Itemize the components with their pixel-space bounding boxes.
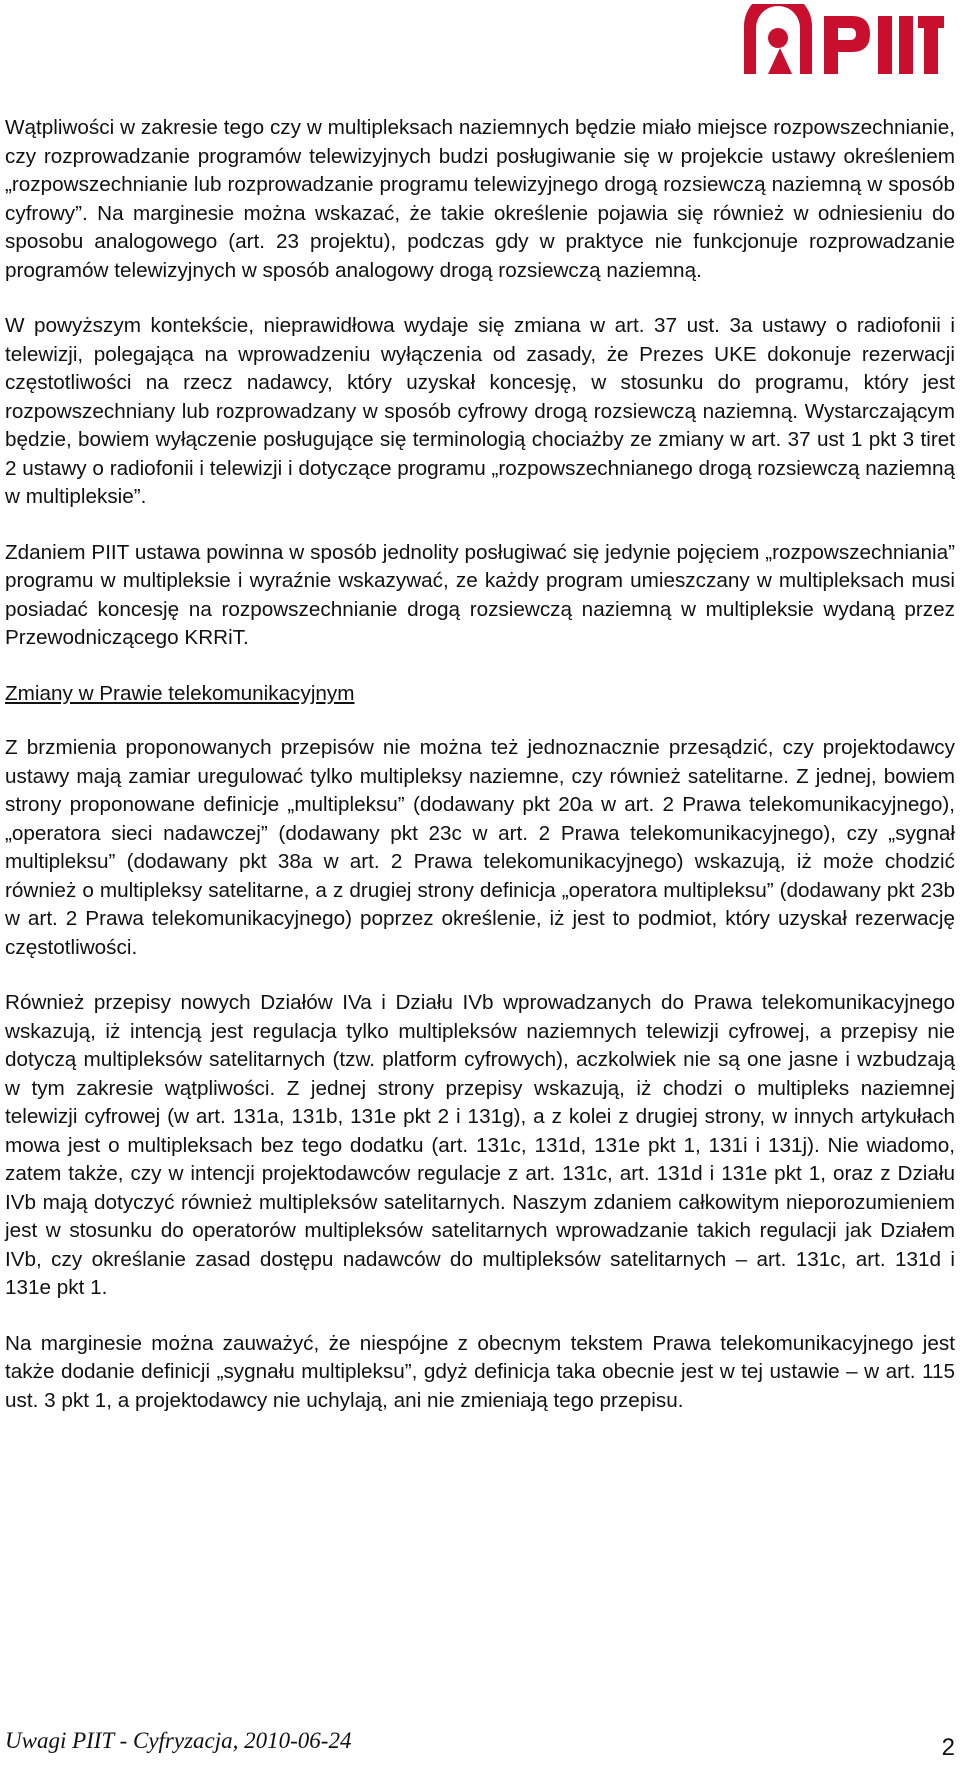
piit-logo bbox=[738, 4, 944, 80]
paragraph-6: Na marginesie można zauważyć, że niespójne z obecnym tekstem Prawa telekomunikacyjnego jest także dodanie definicji „sygnału multipleksu”, gdyż definicja taka obecnie jest w tej ustawie – w art. 115 ust. 3 pkt 1, a projektodawcy nie uchylają, ani nie zmieniają tego przepisu. bbox=[5, 1331, 955, 1412]
page-footer bbox=[5, 1728, 955, 1762]
paragraph-5: Również przepisy nowych Działów IVa i Działu IVb wprowadzanych do Prawa telekomunikacyjnego wskazują, iż intencją jest regulacja tylko multipleksów naziemnych telewizji cyfrowej, a przepisy nie dotyczą multipleksów satelitarnych (tzw. platform cyfrowych), aczkolwiek nie są one jasne i wzbudzają w tym zakresie wątpliwości. Z jednej strony przepisy wskazują, iż chodzi o multipleks naziemnej telewizji cyfrowej (w art. 131a, 131b, 131e pkt 2 i 131g), a z kolei z drugiej strony, w innych artykułach mowa jest o multipleksach bez tego dodatku (art. 131c, 131d, 131e pkt 1, 131i i 131j). Nie wiadomo, zatem także, czy w intencji projektodawców regulacje z art. 131c, art. 131d i 131e pkt 1, oraz z Działu IVb mają dotyczyć również multipleksów satelitarnych. Naszym zdaniem całkowitym nieporozumieniem jest w stosunku do operatorów multipleksów satelitarnych wprowadzanie takich regulacji jak Działem IVb, czy określanie zasad dostępu nadawców do multipleksów satelitarnych – art. 131c, art. 131d i 131e pkt 1. bbox=[5, 991, 955, 1299]
paragraph-3: Zdaniem PIIT ustawa powinna w sposób jednolity posługiwać się jedynie pojęciem „rozpowszechniania” programu w multipleksie i wyraźnie wskazywać, ze każdy program umieszczany w multipleksach musi posiadać koncesję na rozpowszechnianie drogą rozsiewczą naziemną w multipleksie wydaną przez Przewodniczącego KRRiT. bbox=[5, 540, 955, 649]
paragraph-2: W powyższym kontekście, nieprawidłowa wydaje się zmiana w art. 37 ust. 3a ustawy o radiofonii i telewizji, polegająca na wprowadzeniu wyłączenia od zasady, że Prezes UKE dokonuje rezerwacji częstotliwości na rzecz nadawcy, który uzyskał koncesję, w stosunku do programu, który jest rozpowszechniany lub rozprowadzany w sposób cyfrowy drogą rozsiewczą naziemną. Wystarczającym będzie, bowiem wyłączenie posługujące się terminologią chociażby ze zmiany w art. 37 ust 1 pkt 3 tiret 2 ustawy o radiofonii i telewizji i dotyczące programu „rozpowszechnianego drogą rozsiewczą naziemną w multipleksie”. bbox=[5, 314, 955, 508]
document-body bbox=[0, 114, 960, 1442]
page-number: 2 bbox=[941, 1734, 955, 1761]
footer-text: Uwagi PIIT - Cyfryzacja, 2010-06-24 bbox=[5, 1728, 352, 1753]
paragraph-1: Wątpliwości w zakresie tego czy w multipleksach naziemnych będzie miało miejsce rozpowszechnianie, czy rozprowadzanie programów telewizyjnych budzi posługiwanie się w projekcie ustawy określeniem „rozpowszechnianie lub rozprowadzanie programu telewizyjnego drogą rozsiewczą naziemną w sposób cyfrowy”. Na marginesie można wskazać, że takie określenie pojawia się również w odniesieniu do sposobu analogowego (art. 23 projektu), podczas gdy w praktyce nie funkcjonuje rozprowadzanie programów telewizyjnych w sposób analogowy drogą rozsiewczą naziemną. bbox=[5, 116, 955, 282]
section-heading: Zmiany w Prawie telekomunikacyjnym bbox=[5, 681, 355, 705]
piit-logo-graphic bbox=[738, 4, 944, 80]
paragraph-4: Z brzmienia proponowanych przepisów nie można też jednoznacznie przesądzić, czy projektodawcy ustawy mają zamiar uregulować tylko multipleksy naziemne, czy również satelitarne. Z jednej, bowiem strony proponowane definicje „multipleksu” (dodawany pkt 20a w art. 2 Prawa telekomunikacyjnego), „operatora sieci nadawczej” (dodawany pkt 23c w art. 2 Prawa telekomunikacyjnego), czy „sygnał multipleksu” (dodawany pkt 38a w art. 2 Prawa telekomunikacyjnego) wskazują, iż może chodzić również o multipleksy satelitarne, a z drugiej strony definicja „operatora multipleksu” (dodawany pkt 23b w art. 2 Prawa telekomunikacyjnego) poprzez określenie, iż jest to podmiot, który uzyskał rezerwację częstotliwości. bbox=[5, 736, 955, 959]
